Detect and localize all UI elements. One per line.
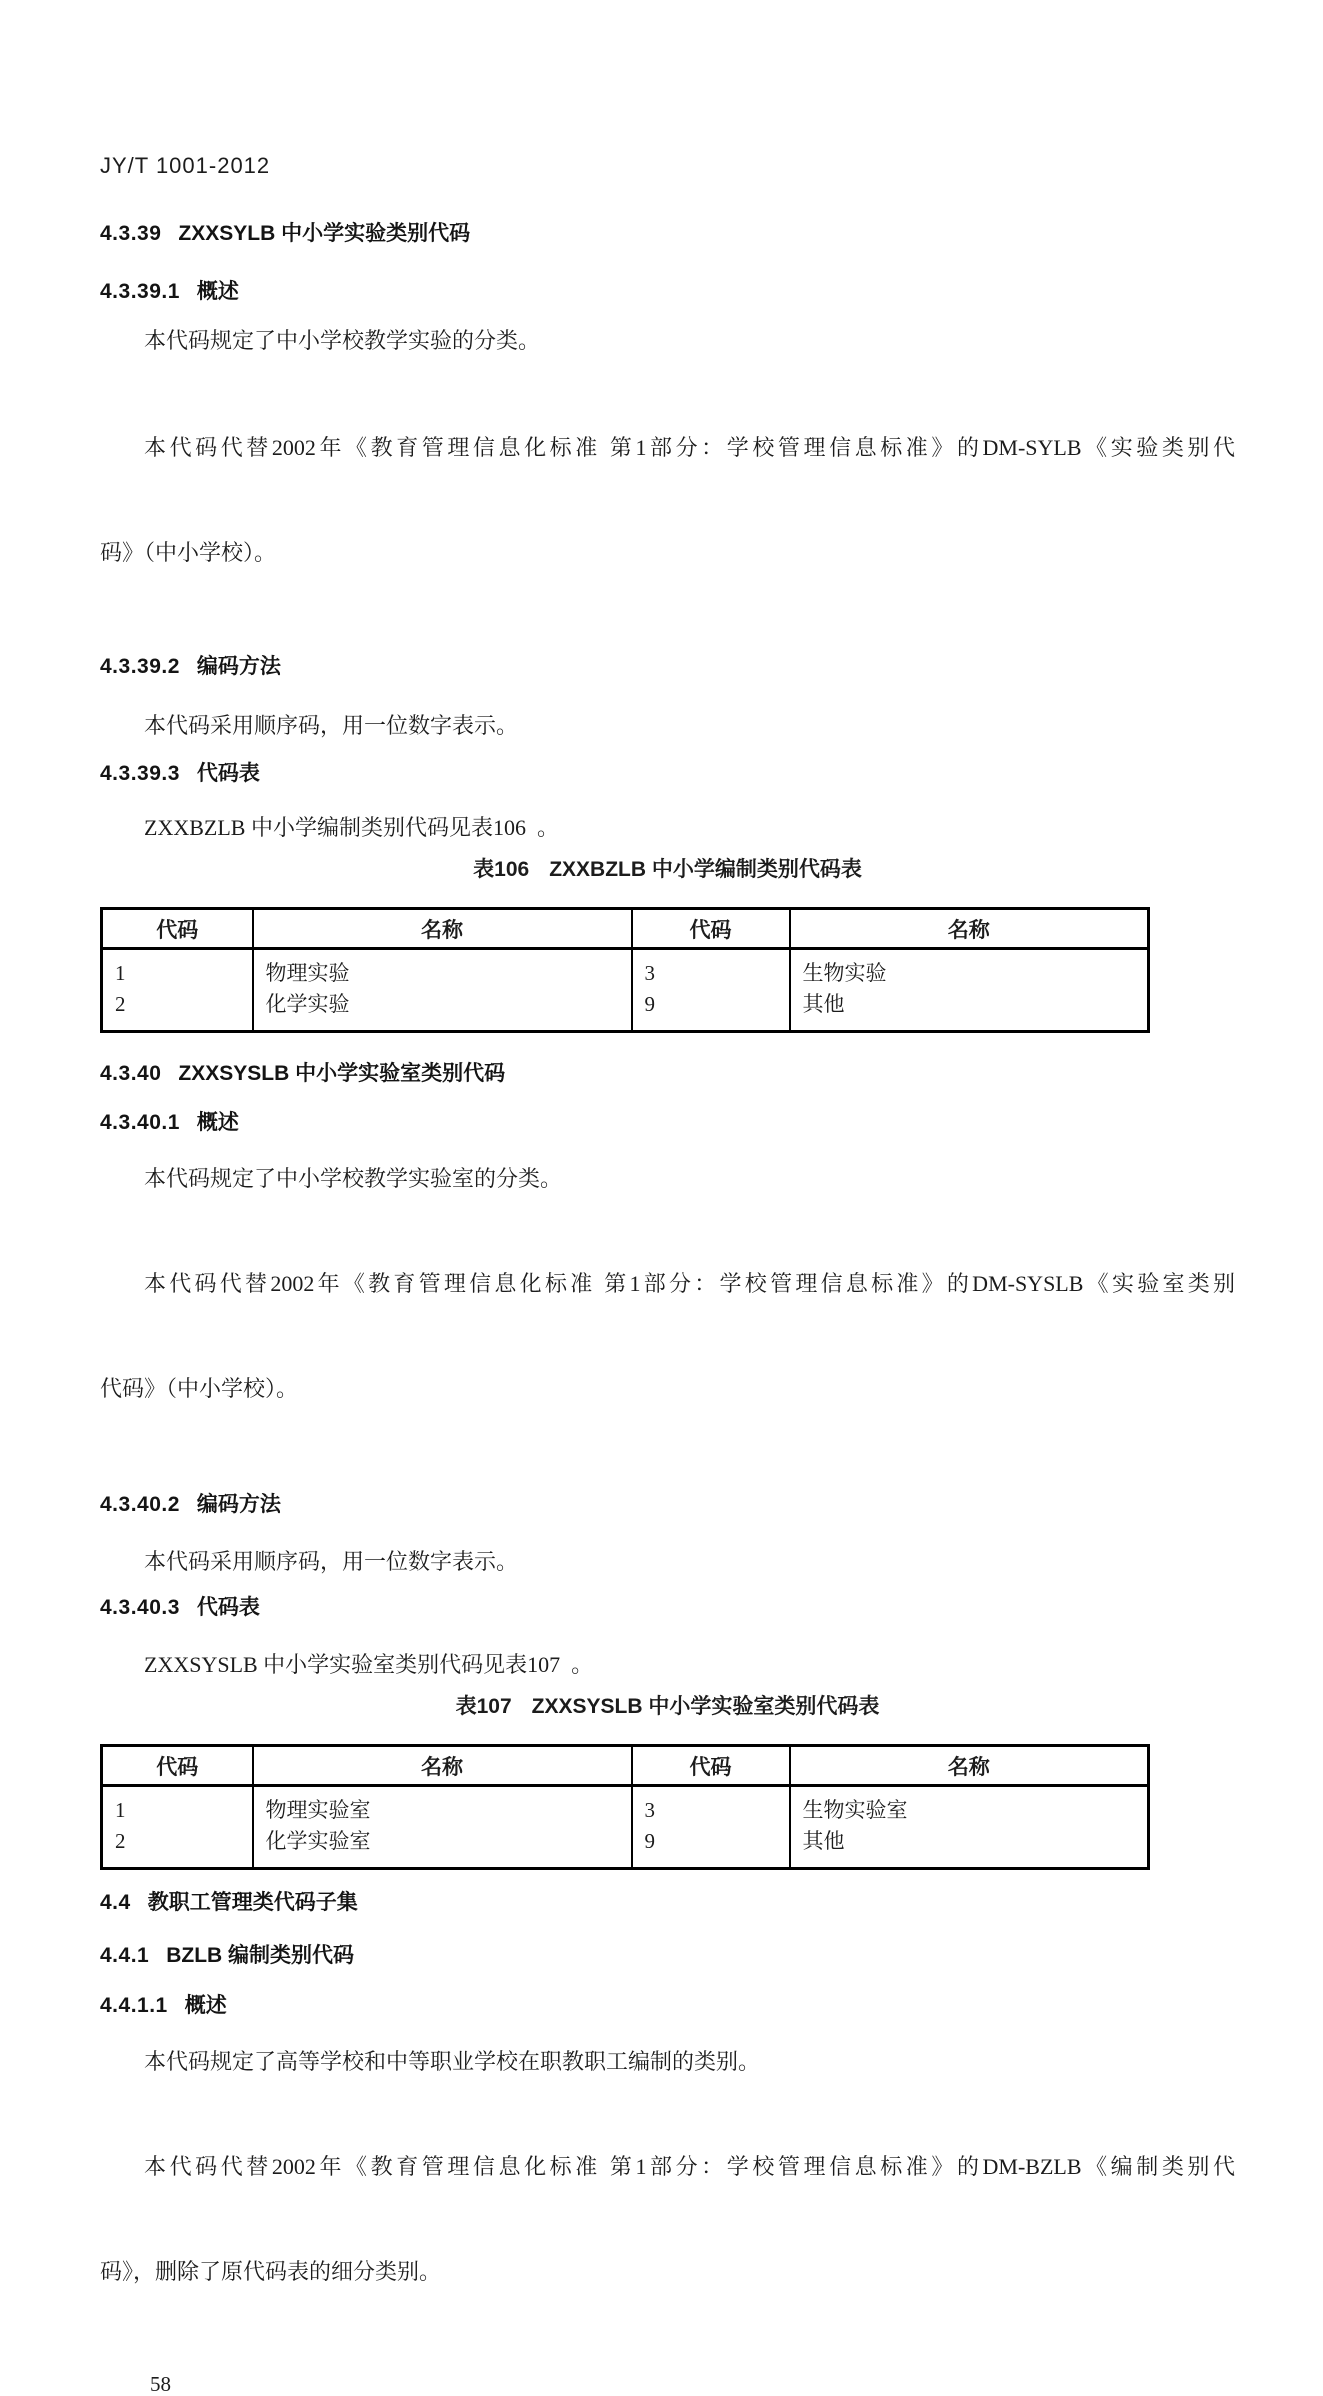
paragraph-line: 码》，删除了原代码表的细分类别。 [100,2259,442,2284]
paragraph-line: 本代码代替2002年《教育管理信息化标准 第1部分：学校管理信息标准》的DM-SYSLB《实验室类别 [144,1271,1235,1296]
code-cell: 3 [632,949,790,990]
paragraph [100,2079,1235,2359]
table-note: ZXXSYSLB 中小学实验室类别代码见表107 。 [144,1652,594,1677]
paragraph-line: 本代码代替2002年《教育管理信息化标准 第1部分：学校管理信息标准》的DM-BZLB《编制类别代 [144,2154,1235,2179]
section-label: 代码表 [196,762,260,785]
section-label: 教职工管理类代码子集 [147,1891,358,1914]
table-caption-107 [100,1696,1235,1718]
section-label: ZXXSYSLB 中小学实验室类别代码 [178,1062,506,1085]
table-header-cell: 代码 [632,909,790,949]
section-number: 4.4 [100,1891,131,1914]
name-cell: 其他 [790,989,1149,1032]
section-number: 4.3.39 [100,222,162,245]
section-number: 4.3.39.3 [100,762,180,785]
section-number: 4.3.40.3 [100,1596,180,1619]
paragraph: 本代码采用顺序码，用一位数字表示。 [144,1549,519,1574]
section-label: 编码方法 [196,655,281,678]
code-cell: 1 [102,1786,253,1827]
table-row [102,1826,1149,1869]
table-header-cell: 名称 [253,1746,632,1786]
table-title: ZXXSYSLB 中小学实验室类别代码表 [531,1695,880,1718]
table-header-row [102,1746,1149,1786]
paragraph: 本代码规定了中小学校教学实验室的分类。 [144,1166,563,1191]
section-heading-4-3-40 [100,1063,1235,1085]
table-title: ZXXBZLB 中小学编制类别代码表 [549,858,862,881]
paragraph-line: 本代码代替2002年《教育管理信息化标准 第1部分：学校管理信息标准》的DM-SYLB《实验类别代 [144,435,1235,460]
code-cell: 9 [632,1826,790,1869]
table-header-cell: 代码 [102,909,253,949]
table-header-cell: 代码 [102,1746,253,1786]
paragraph: 本代码规定了中小学校教学实验的分类。 [144,328,541,353]
doc-number: JY/T 1001-2012 [100,153,271,178]
table-caption-106 [100,859,1235,881]
subsection-heading-4-4-1-1 [100,1995,1235,2017]
code-table-107 [100,1744,1150,1870]
section-number: 4.3.40.1 [100,1111,180,1134]
section-label: ZXXSYLB 中小学实验类别代码 [178,222,471,245]
table-number: 表107 [455,1695,512,1718]
paragraph [100,360,1235,640]
table-header-cell: 名称 [790,909,1149,949]
document-page [0,153,1323,2396]
subsection-heading-4-3-40-3 [100,1597,1235,1619]
name-cell: 物理实验 [253,949,632,990]
paragraph: 本代码采用顺序码，用一位数字表示。 [144,713,519,738]
subsection-heading-4-3-40-2 [100,1494,1235,1516]
section-label: BZLB 编制类别代码 [166,1944,355,1967]
table-row [102,1786,1149,1827]
name-cell: 物理实验室 [253,1786,632,1827]
section-heading-4-4-1 [100,1945,1235,1967]
page-number: 58 [150,2372,171,2396]
table-number: 表106 [473,858,530,881]
table-note: ZXXBZLB 中小学编制类别代码见表106 。 [144,815,559,840]
name-cell: 化学实验室 [253,1826,632,1869]
name-cell: 其他 [790,1826,1149,1869]
table-row [102,989,1149,1032]
section-number: 4.3.39.1 [100,280,180,303]
name-cell: 化学实验 [253,989,632,1032]
subsection-heading-4-3-39-2 [100,656,1235,678]
section-label: 概述 [196,280,239,303]
subsection-heading-4-3-39-3 [100,763,1235,785]
table-header-row [102,909,1149,949]
name-cell: 生物实验室 [790,1786,1149,1827]
table-header-cell: 代码 [632,1746,790,1786]
section-label: 概述 [196,1111,239,1134]
section-number: 4.4.1.1 [100,1994,168,2017]
section-heading-4-4 [100,1892,1235,1914]
section-number: 4.3.40.2 [100,1493,180,1516]
table-header-cell: 名称 [790,1746,1149,1786]
section-number: 4.3.39.2 [100,655,180,678]
table-row [102,949,1149,990]
code-cell: 9 [632,989,790,1032]
section-label: 代码表 [196,1596,260,1619]
code-cell: 2 [102,989,253,1032]
paragraph: 本代码规定了高等学校和中等职业学校在职教职工编制的类别。 [144,2049,761,2074]
paragraph [100,1196,1235,1476]
section-number: 4.4.1 [100,1944,150,1967]
paragraph-line: 代码》（中小学校）。 [100,1376,299,1401]
name-cell: 生物实验 [790,949,1149,990]
code-cell: 1 [102,949,253,990]
section-heading-4-3-39 [100,223,1235,245]
code-table-106 [100,907,1150,1033]
subsection-heading-4-3-40-1 [100,1112,1235,1134]
code-cell: 3 [632,1786,790,1827]
paragraph-line: 码》（中小学校）。 [100,540,277,565]
section-label: 概述 [184,1994,227,2017]
table-header-cell: 名称 [253,909,632,949]
code-cell: 2 [102,1826,253,1869]
section-number: 4.3.40 [100,1062,162,1085]
subsection-heading-4-3-39-1 [100,281,1235,303]
section-label: 编码方法 [196,1493,281,1516]
